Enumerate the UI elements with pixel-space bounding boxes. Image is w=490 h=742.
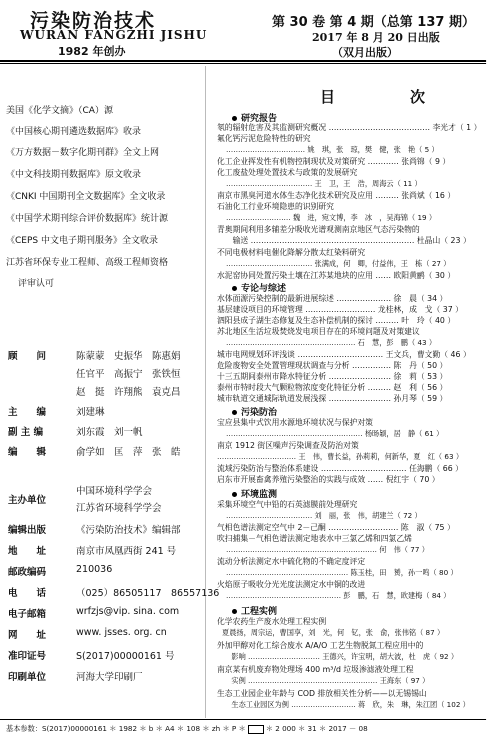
consultant-names: 赵 挺 许翔熊 袁克昌 [76, 387, 181, 398]
indexing-item: 美国《化学文摘》（CA）源 [6, 106, 113, 116]
toc-entry[interactable]: 宝应县集中式饮用水源地环境状况与保护对策 [217, 418, 373, 427]
toc-entry[interactable]: 十三五期间泰州市降水特征分析 …………………… 徐 莉（ 53 ） [217, 372, 448, 381]
bullet-icon [232, 492, 237, 497]
toc-entry[interactable]: 化工企业挥发性有机物控制现状及对策研究 ………… 张尚锦（ 9 ） [217, 157, 451, 166]
toc-entry[interactable]: 青奥期间利用多辅差分吸收光谱观测南京地区气态污染物的 [217, 225, 420, 234]
journal-pinyin: WURAN FANGZHI JISHU [20, 28, 208, 42]
founded-year: 1982 年创办 [58, 45, 126, 58]
website-label: 网 址 [8, 630, 47, 641]
toc-entry[interactable]: 输送 ……………………………………………………… 杜晶山（ 23 ） [217, 236, 471, 245]
toc-entry[interactable]: 水体面源污染控制的最新进展综述 ………………… 徐 晨（ 34 ） [217, 294, 448, 303]
chief-editor-label: 主 编 [8, 407, 47, 418]
postcode-label: 邮政编码 [8, 567, 47, 578]
toc-entry[interactable]: 南京某有机废弃物处理场 400 m³/d 垃圾渗滤液处理工程 [217, 665, 414, 674]
toc-entry[interactable]: 火焰原子吸收分光光度法测定水中铜的改进 [217, 580, 366, 589]
section-heading: 专论与综述 [232, 281, 286, 294]
toc-entry[interactable]: 流动分析法测定水中硫化物的不确定度评定 [217, 557, 366, 566]
toc-authors: ……………………………… 刘 丽，张 伟，胡建兰（ 72 ） [226, 511, 422, 520]
phone-label: 电 话 [8, 588, 47, 599]
toc-authors: ………………………………………… 彭 鹏，石 慧，欧建梅（ 84 ） [226, 591, 451, 600]
indexing-item: 江苏省环保专业工程师、高级工程师资格 [6, 258, 169, 268]
basic-parameters: 基本参数：S(2017)00000161 ＊ 1982 ＊ b ＊ A4 ＊ 108 ＊ zh ＊ P ＊ ＊ 2 000 ＊ 31 ＊ 2017 － 08 [6, 724, 368, 733]
deputy-editor: 刘东霞 刘一帆 [76, 427, 143, 438]
toc-authors: …………………………………………… 陈玉桂，田 赟，孙一鸣（ 80 ） [226, 568, 458, 577]
issue-number: 第 30 卷 第 4 期（总第 137 期） [272, 15, 475, 30]
editors-label: 编 辑 [8, 447, 47, 458]
consultant-label: 顾 问 [8, 351, 47, 362]
sponsor: 中国环境科学学会 [76, 486, 153, 497]
printer-label: 印刷单位 [8, 672, 47, 683]
indexing-item: 《中国核心期刊遴选数据库》收录 [6, 127, 142, 137]
permit-label: 准印证号 [8, 651, 47, 662]
toc-entry[interactable]: 城市轨道交通城际轨道发展浅探 …………………… 孙月琴（ 59 ） [217, 394, 448, 403]
section-heading: 污染防治 [232, 405, 277, 418]
postcode: 210036 [76, 564, 113, 575]
section-heading: 工程实例 [232, 604, 277, 617]
toc-entry[interactable]: 启东市开展畜禽养殖污染整治的实践与成效 …… 倪红宇（ 70 ） [217, 475, 440, 484]
toc-entry[interactable]: 生态工业园企业年龄与 COD 排放相关性分析——以无锡锡山 [217, 689, 427, 698]
indexing-item: 《中国学术期刊综合评价数据库》统计源 [6, 214, 169, 224]
toc-entry[interactable]: 化学农药生产废水处理工程实例 [217, 617, 327, 626]
indexing-item: 《CNKI 中国期刊全文数据库》全文收录 [6, 192, 166, 202]
toc-entry[interactable]: 石油化工行业环境隐患的识别研究 [217, 202, 334, 211]
bullet-icon [232, 116, 237, 121]
toc-entry[interactable]: 水泥窑协同处置污染土壤在江苏某地块的应用 …… 欧阳黄鹂（ 30 ） [217, 271, 456, 280]
publish-date: 2017 年 8 月 20 日出版 [312, 31, 440, 44]
toc-authors: 生态工业园区为例 ……………………… 蒋 欣，朱 琳，朱江团（ 102 ） [217, 700, 470, 709]
bullet-icon [232, 609, 237, 614]
toc-entry[interactable]: 危险废物安全处置管理现状调查与分析 …………… 陈 丹（ 50 ） [217, 361, 448, 370]
toc-entry[interactable]: 泗阳县成子湖生态修复及生态补偿机制的探讨 ……… 叶 玲（ 40 ） [217, 316, 456, 325]
toc-entry[interactable]: 采集环境空气中铅的石英滤膜前处理研究 [217, 500, 358, 509]
blank-box [248, 725, 264, 734]
header-rule-thin [0, 63, 486, 64]
toc-entry[interactable]: 不同电极材料电催化降解分散太红染料研究 [217, 248, 366, 257]
toc-entry[interactable]: 苏北地区生活垃圾焚烧发电项目存在的环境问题及对策建议 [217, 327, 420, 336]
indexing-item: 《CEPS 中文电子期刊服务》全文收录 [6, 236, 158, 246]
indexing-item: 《中文科技期刊数据库》原文收录 [6, 170, 142, 180]
section-heading: 环境监测 [232, 487, 277, 500]
toc-authors: ……………………………………………………… 何 伟（ 77 ） [226, 545, 429, 554]
bullet-icon [232, 410, 237, 415]
toc-authors: 实例 ……………………………………………… 王海东（ 97 ） [217, 676, 430, 685]
toc-authors: 夏晨扬，周宗运，曹国享，刘 光，何 钇，张 俞，张伟铭（ 87 ） [222, 628, 445, 637]
editors: 俞学如 匡 萍 张 皓 [76, 447, 181, 458]
toc-authors: ……………………… 魏 进，宛文博，李 冰 ，吴海锦（ 19 ） [226, 213, 437, 222]
sponsor: 江苏省环境科学学会 [76, 503, 162, 514]
publisher-label: 编辑出版 [8, 525, 47, 536]
toc-entry[interactable]: 流域污染防治与整治体系建设 …………………………… 任海鹏（ 66 ） [217, 464, 463, 473]
certification: 评审认可 [18, 279, 55, 289]
consultant-names: 陈蒙蒙 史振华 陈惠娟 [76, 351, 181, 362]
section-heading: 研究报告 [232, 111, 277, 124]
toc-authors: ………………………………………………… 杨旸颖，居 静（ 61 ） [226, 429, 444, 438]
email-label: 电子邮箱 [8, 609, 47, 620]
indexing-item: 《万方数据－数字化期刊群》全文上网 [6, 148, 160, 158]
toc-entry[interactable]: 气相色谱法测定空气中 2－己酮 ……………………… 陈 淑（ 75 ） [217, 523, 455, 532]
toc-entry[interactable]: 吹扫捕集－气相色谱法测定地表水中三氯乙烯和四氯乙烯 [217, 534, 412, 543]
publisher: 《污染防治技术》编辑部 [76, 525, 181, 536]
website: www. jsses. org. cn [76, 627, 167, 638]
toc-authors: ……………………………… 王 卫，王 浩，周海云（ 11 ） [226, 179, 422, 188]
printer: 河海大学印刷厂 [76, 672, 143, 683]
toc-authors: 影响 ………………………… 王德兴，许宝明，胡大波，杜 虎（ 92 ） [217, 652, 459, 661]
column-divider [205, 66, 206, 718]
toc-entry[interactable]: 城市电网规划环评浅谈 …………………………… 王文兵，曹文勤（ 46 ） [217, 350, 471, 359]
publish-frequency: （双月出版） [332, 46, 398, 59]
toc-authors: …………………………… 姚 琪，张 琼，樊 健，张 艳（ 5 ） [226, 145, 439, 154]
phone: （025）86505117 86557136 [76, 588, 220, 599]
toc-entry[interactable]: 氡的辐射危害及其监测研究概况 ………………………………… 李光才（ 1 ） [217, 123, 482, 132]
deputy-editor-label: 副 主 编 [8, 427, 44, 438]
toc-authors: …………………………… 王 伟，曹长益，孙莉莉，何新华，夏 红（ 63 ） [217, 452, 464, 461]
header-rule [0, 60, 486, 62]
toc-entry[interactable]: 基层建设项目的环境管理 ……………………… 龙桂林，成 戈（ 37 ） [217, 305, 463, 314]
toc-entry[interactable]: 外加甲醇对化工综合废水 A/A/O 工艺生物脱氮工程应用中的 [217, 641, 424, 650]
bullet-icon [232, 286, 237, 291]
sponsor-label: 主办单位 [8, 495, 47, 506]
chief-editor: 刘建琳 [76, 407, 105, 418]
permit-number: S(2017)00000161 号 [76, 651, 175, 662]
toc-authors: ……………………………………………… 石 慧，彭 鹏（ 43 ） [226, 338, 437, 347]
consultant-names: 任官平 高振宁 张铁恒 [76, 369, 181, 380]
toc-entry[interactable]: 氟化钙污泥危险特性的研究 [217, 134, 311, 143]
footer-rule [0, 719, 486, 720]
toc-title: 目 次 [320, 88, 456, 106]
email: wrfzjs@vip. sina. com [76, 606, 180, 617]
toc-entry[interactable]: 化工废盐处理处置技术与政策的发展研究 [217, 168, 358, 177]
toc-entry[interactable]: 南京市黑臭河道水体生态净化技术研究及应用 ……… 张尚斌（ 16 ） [217, 191, 456, 200]
journal-title: 污染防治技术 [30, 10, 157, 32]
toc-entry[interactable]: 泰州市特时段大气颗粒物浓度变化特征分析 ……… 赵 利（ 56 ） [217, 383, 448, 392]
toc-authors: ……………………………… 张满成，何 卿，付益伟，王 栋（ 27 ） [226, 259, 451, 268]
address: 南京市凤凰西街 241 号 [76, 546, 177, 557]
address-label: 地 址 [8, 546, 47, 557]
toc-entry[interactable]: 南京 1912 街区噪声污染调查及防治对策 [217, 441, 359, 450]
